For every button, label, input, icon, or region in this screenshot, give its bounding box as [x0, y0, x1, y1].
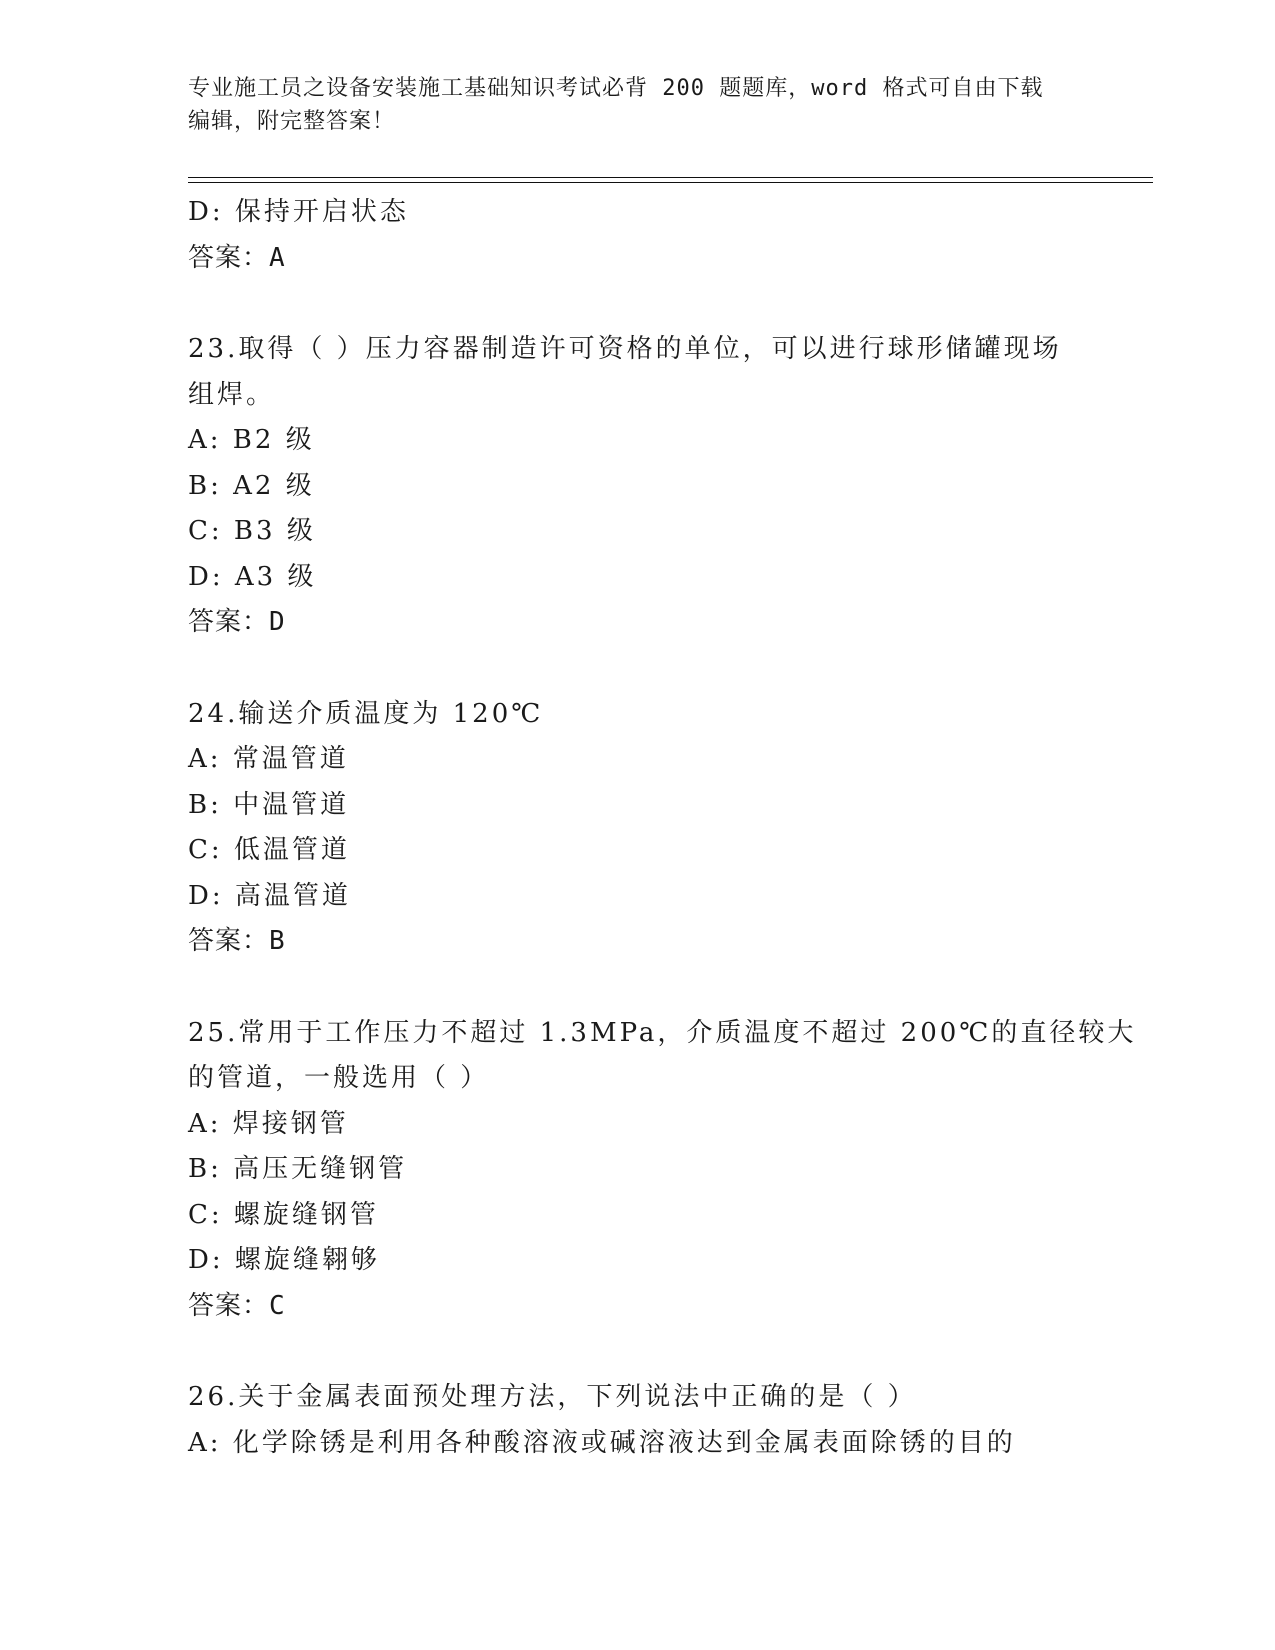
option-d: D: 螺旋缝翱够: [188, 1245, 380, 1275]
option-c: C: 低温管道: [188, 835, 350, 865]
question-stem: 25.常用于工作压力不超过 1.3MPa，介质温度不超过 200℃的直径较大: [188, 1017, 1137, 1048]
question-23: [188, 327, 1088, 646]
question-stem-continued: 的管道，一般选用（ ）: [188, 1063, 490, 1093]
answer-line: 答案：D: [188, 607, 286, 637]
option-c: C: B3 级: [188, 516, 316, 546]
header-title-line-2: 编辑，附完整答案！: [188, 109, 396, 134]
answer-line: 答案：C: [188, 1290, 286, 1321]
option-d: D: 高温管道: [188, 880, 351, 911]
spacer: [188, 646, 1088, 692]
option-d: D: A3 级: [188, 561, 317, 592]
header-divider-bottom: [188, 182, 1153, 183]
option-b: B: 中温管道: [188, 789, 350, 820]
question-content: [188, 190, 1137, 1466]
answer-line: 答案：A: [188, 242, 286, 273]
question-stem-continued: 组焊。: [188, 379, 276, 410]
option-a: A: B2 级: [188, 425, 315, 455]
option-b: B: A2 级: [188, 470, 315, 501]
question-26: [188, 1375, 1088, 1466]
header-divider-top: [188, 177, 1153, 178]
spacer: [188, 965, 1088, 1011]
question-stem: 23.取得（ ）压力容器制造许可资格的单位，可以进行球形储罐现场: [188, 334, 1062, 364]
option-c: C: 螺旋缝钢管: [188, 1199, 379, 1230]
option-a: A: 常温管道: [188, 744, 349, 774]
question-24: [188, 692, 1088, 965]
option-a: A: 化学除锈是利用各种酸溶液或碱溶液达到金属表面除锈的目的: [188, 1427, 1016, 1458]
document-header: [188, 72, 1088, 138]
answer-line: 答案：B: [188, 926, 286, 956]
header-title-line-1: 专业施工员之设备安装施工基础知识考试必背 200 题题库，word 格式可自由下载: [188, 76, 1044, 101]
question-stem: 26.关于金属表面预处理方法，下列说法中正确的是（ ）: [188, 1382, 917, 1412]
option-d: D: 保持开启状态: [188, 197, 409, 227]
option-a: A: 焊接钢管: [188, 1108, 349, 1139]
question-stem: 24.输送介质温度为 120℃: [188, 698, 544, 729]
question-25: [188, 1011, 1137, 1330]
spacer: [188, 1329, 1088, 1375]
option-b: B: 高压无缝钢管: [188, 1154, 408, 1184]
spacer: [188, 281, 1088, 327]
